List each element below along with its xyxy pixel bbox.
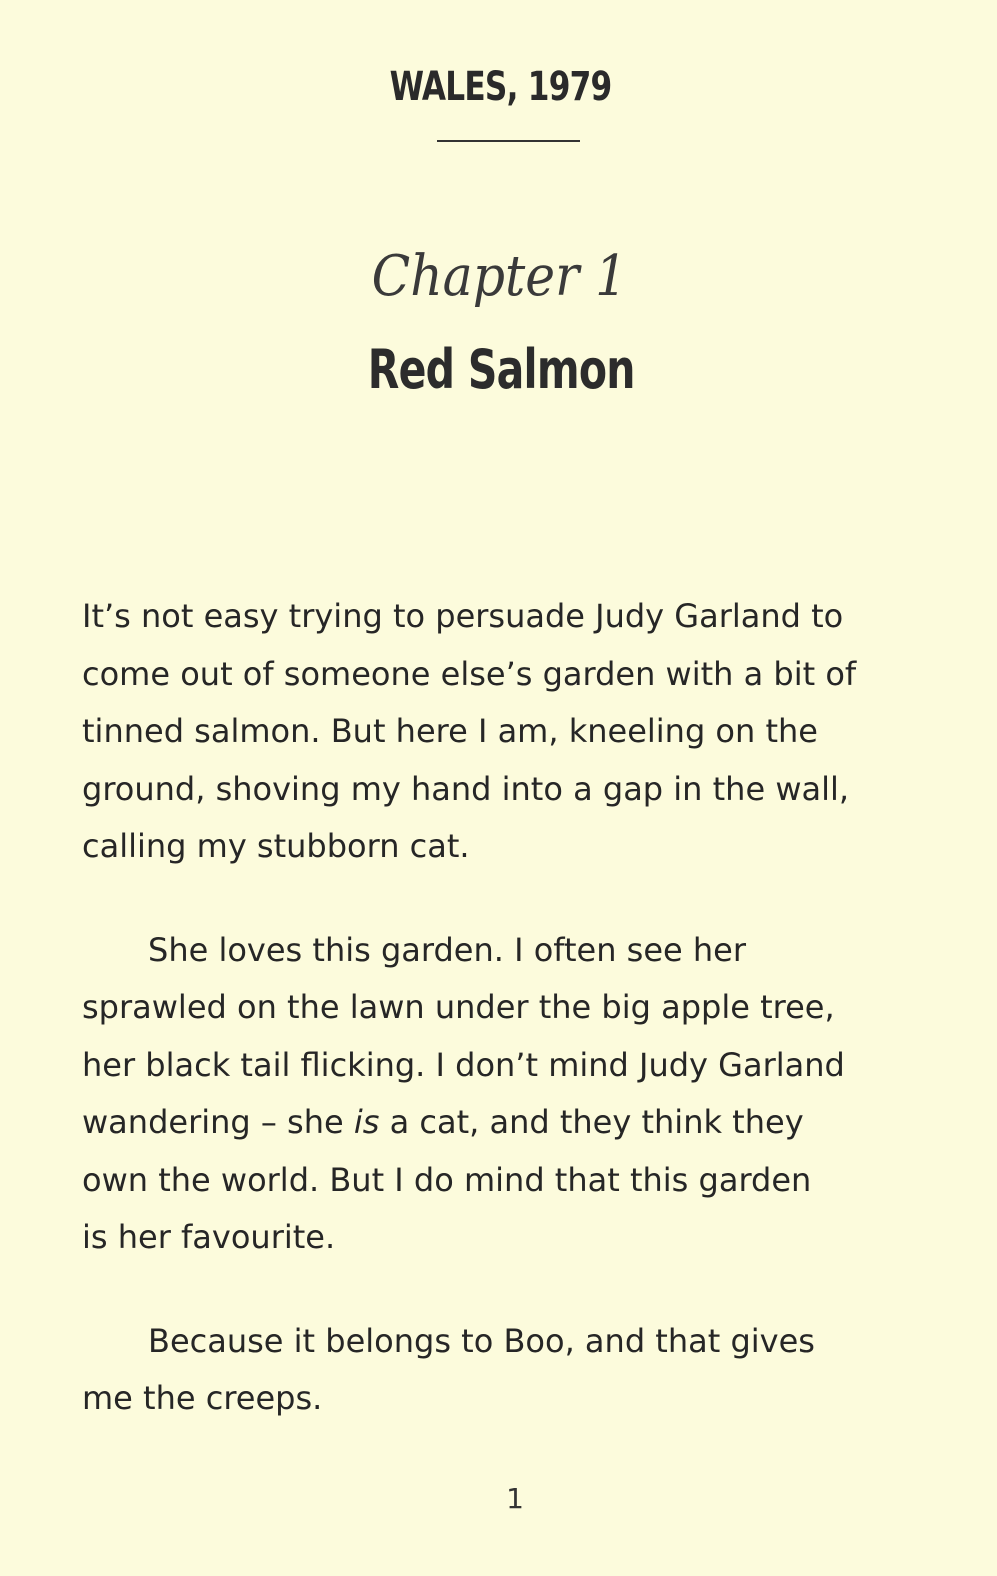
- text-line: [82, 1094, 942, 1152]
- text-segment: a cat, and they think they: [379, 1103, 804, 1141]
- text-line: ground, shoving my hand into a gap in the wall,: [82, 769, 850, 808]
- text-line: It’s not easy trying to persuade Judy Garland to: [82, 597, 844, 635]
- text-line: own the world. But I do mind that this garden: [82, 1160, 812, 1199]
- text-line: tinned salmon. But here I am, kneeling on the: [82, 712, 818, 750]
- paragraph-spacer: [82, 876, 942, 922]
- text-line: is her favourite.: [82, 1218, 336, 1256]
- text-line: She loves this garden. I often see her: [148, 930, 747, 969]
- text-line: her black tail flicking. I don’t mind Judy Garland: [82, 1045, 845, 1084]
- paragraph-3: [82, 1313, 942, 1428]
- setting-heading: WALES, 1979: [389, 64, 612, 110]
- paragraph-spacer: [82, 1267, 942, 1313]
- text-line: me the creeps.: [82, 1379, 323, 1417]
- text-line: calling my stubborn cat.: [82, 827, 470, 865]
- paragraph-2: [82, 922, 942, 1267]
- chapter-title: Red Salmon: [367, 338, 635, 401]
- page-number: 1: [506, 1482, 524, 1515]
- chapter-body: [82, 588, 942, 1428]
- text-line: come out of someone else’s garden with a bit of: [82, 654, 857, 693]
- heading-divider: [437, 140, 580, 142]
- text-segment: wandering – she: [82, 1103, 354, 1141]
- emphasis-text: is: [353, 1103, 380, 1141]
- chapter-number: Chapter 1: [371, 244, 628, 309]
- text-line: sprawled on the lawn under the big apple tree,: [82, 988, 835, 1026]
- paragraph-1: [82, 588, 942, 876]
- text-line: Because it belongs to Boo, and that gives: [148, 1321, 815, 1360]
